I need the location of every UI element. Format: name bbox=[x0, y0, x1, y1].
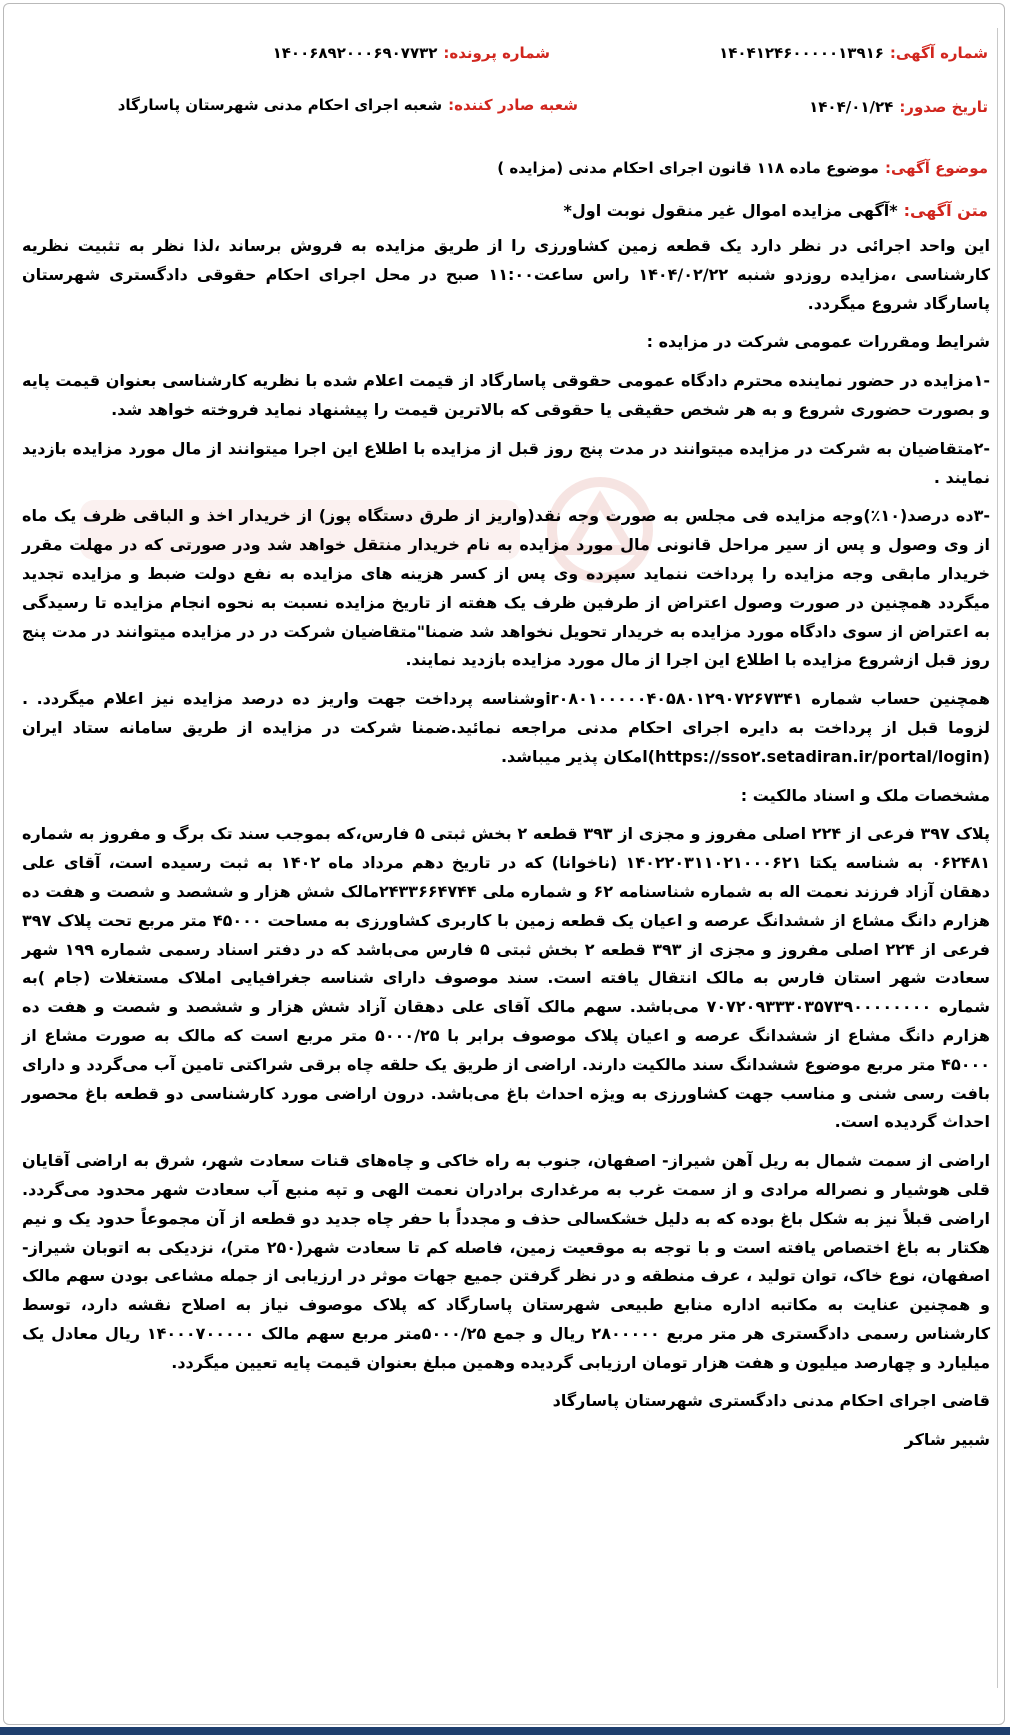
subject-label: موضوع آگهی: bbox=[884, 159, 988, 177]
issue-date-label: تاریخ صدور: bbox=[899, 98, 988, 116]
account-paragraph bbox=[22, 685, 990, 771]
notice-number-row bbox=[719, 40, 988, 66]
issuing-branch-label: شعبه صادر کننده: bbox=[448, 96, 578, 114]
account-prefix: همچنین حساب شماره bbox=[802, 689, 991, 709]
conditions-heading: شرایط ومقررات عمومی شرکت در مزایده : bbox=[646, 332, 990, 352]
notice-text-label: متن آگهی: bbox=[903, 201, 988, 220]
case-number-label: شماره پرونده: bbox=[443, 44, 550, 62]
subject-value: موضوع ماده ۱۱۸ قانون اجرای احکام مدنی (مزایده ) bbox=[497, 159, 879, 177]
issue-date-row bbox=[809, 94, 988, 120]
intro-paragraph: این واحد اجرائی در نظر دارد یک قطعه زمین کشاورزی را از طریق مزایده به فروش برساند ،لذا نظر به تثبیت نظریه کارشناسی ،مزایده روزدو شنبه ۱۴۰۴/۰۲/۲۲ راس ساعت۱۱:۰۰ صبح در محل اجرای احکام حقوقی دادگستری شهرستان پاسارگاد شروع میگردد. bbox=[22, 236, 991, 313]
notice-text-row bbox=[564, 198, 988, 224]
portal-suffix: )امکان پذیر میباشد. bbox=[500, 746, 655, 766]
property-paragraph: پلاک ۳۹۷ فرعی از ۲۲۴ اصلی مفروز و مجزی از ۳۹۳ قطعه ۲ بخش ثبتی ۵ فارس،که بموجب سند تک برگ و مفروز به شماره ۰۶۲۴۸۱ به شناسه یکتا ۱۴۰۲۲۰۳۱۱۰۲۱۰۰۰۶۲۱ (ناخوانا) که در تاریخ دهم مرداد ماه ۱۴۰۲ به ثبت رسیده است، آقای علی دهقان آزاد فرزند نعمت اله به شماره شناسنامه ۶۲ و شماره ملی ۲۴۳۳۶۶۴۷۴۴مالک شش هزار و ششصد و شصت و هفت ده هزارم دانگ مشاع از ششدانگ عرصه و اعیان یک قطعه زمین با کاربری کشاورزی به مساحت ۴۵۰۰۰ متر مربع تحت پلاک ۳۹۷ فرعی از ۲۲۴ اصلی مفروز و مجزی از ۳۹۳ قطعه ۲ بخش ثبتی ۵ فارس می‌باشد که در دفتر اسناد رسمی شماره ۱۹۹ شهر سعادت شهر استان فارس به مالک انتقال یافته است. سند موصوف دارای شناسه جغرافیایی املاک مستغلات (جام )به شماره ۷۰۷۲۰۹۳۳۳۰۳۵۷۳۹۰۰۰۰۰۰۰۰ می‌باشد. سهم مالک آقای علی دهقان آزاد شش هزار و ششصد و شصت و هفت ده هزارم دانگ مشاع از ششدانگ عرصه و اعیان پلاک موصوف برابر با ۵۰۰۰/۲۵ متر مربع است که مالک به صورت مشاع از ۴۵۰۰۰ متر مربع موضوع ششدانگ سند مالکیت دارند. اراضی از طریق یک حلقه چاه برقی شراکتی تامین آب می‌گردد و دارای بافت رسی شنی و مناسب جهت کشاورزی به ویژه احداث باغ می‌باشد. درون اراضی مورد کارشناسی دو قطعه باغ محصور احداث گردیده است. bbox=[22, 824, 991, 1132]
property-heading: مشخصات ملک و اسناد مالکیت : bbox=[740, 785, 990, 805]
case-number-value: ۱۴۰۰۶۸۹۲۰۰۰۶۹۰۷۷۳۲ bbox=[272, 44, 438, 62]
notice-number-label: شماره آگهی: bbox=[889, 44, 988, 62]
boundaries-paragraph: اراضی از سمت شمال به ریل آهن شیراز- اصفهان، جنوب به راه خاکی و چاه‌های قنات سعادت شهر، شرق به اراضی آقایان قلی هوشیار و نصراله مرادی و از سمت غرب به مرغداری برادران نعمت الهی و تپه منبع آب سعادت شهر محدود می‌گردد. اراضی قبلاً نیز به شکل باغ بوده که به دلیل خشکسالی حذف و مجدداً با حفر چاه جدید دو قطعه از آن مجموعاً حدود یک و نیم هکتار به باغ اختصاص یافته است و با توجه به موقعیت زمین، فاصله کم تا سعادت شهر(۲۵۰ متر)، نزدیکی به اتوبان شیراز- اصفهان، نوع خاک، توان تولید ، عرف منطقه و در نظر گرفتن جمیع جهات موثر در ارزیابی از جمله مشاعی بودن سهم مالک و همچنین عنایت به مکاتبه اداره منابع طبیعی شهرستان پاسارگاد که پلاک موصوف نیاز به اصلاح نقشه دارد، توسط کارشناس رسمی دادگستری هر متر مربع ۲۸۰۰۰۰۰ ریال و جمع ۵۰۰۰/۲۵متر مربع سهم مالک ۱۴۰۰۰۷۰۰۰۰۰ ریال معادل یک میلیارد و چهارصد میلیون و هفت هزار تومان ارزیابی گردیده وهمین مبلغ بعنوان قیمت پایه تعیین میگردد. bbox=[22, 1151, 991, 1372]
condition-3: -۳ده درصد(۱۰٪)وجه مزایده فی مجلس به صورت وجه نقد(واریز از طرق دستگاه پوز) از خریدار اخذ و الباقی ظرف یک ماه از وی وصول و پس از سیر مراحل قانونی مال مورد مزایده به نام خریدار منتقل خواهد شد ودر صورتی که در مهلت مقرر خریدار مابقی وجه مزایده را پرداخت ننماید سپرده وی پس از کسر هزینه های مزایده به نفع دولت ضبط و مزایده تجدید میگردد همچنین در صورت وصول اعتراض از طرفین ظرف یک هفته از تاریخ مزایده نسبت به نحوه انجام مزایده تا رسیدگی به اعتراض از سوی دادگاه مورد مزایده به خریدار تحویل نخواهد شد ضمنا"متقاضیان شرکت در در مزایده میتوانند در مدت پنج روز قبل ازشروع مزایده با اطلاع این اجرا از مال مورد مزایده بازدید نمایند. bbox=[22, 506, 990, 670]
portal-url-link[interactable]: https://sso۲.setadiran.ir/portal/login bbox=[655, 746, 983, 766]
notice-number-value: ۱۴۰۴۱۲۴۶۰۰۰۰۰۱۳۹۱۶ bbox=[719, 44, 884, 62]
footer-bar bbox=[0, 1727, 1010, 1735]
condition-1: -۱مزایده در حضور نماینده محترم دادگاه عمومی حقوقی پاسارگاد از قیمت اعلام شده با نظریه کارشناسی بعنوان قیمت پایه و بصورت حضوری شروع و به هر شخص حقیقی یا حقوقی که بالاترین قیمت را پیشنهاد نماید فروخته خواهد شد. bbox=[22, 371, 990, 419]
subject-row bbox=[497, 155, 988, 181]
account-suffix: وشناسه پرداخت جهت واریز ده درصد مزایده نیز اعلام میگردد. . لزوما قبل از پرداخت به دایره اجرای احکام مدنی مراجعه نمائید.ضمنا شرکت در مزایده از طریق سامانه ستاد ایران ( bbox=[22, 689, 990, 766]
condition-2: -۲متقاضیان به شرکت در مزایده میتوانند در مدت پنج روز قبل از مزایده با اطلاع این اجرا میتوانند از مال مورد مزایده بازدید نمایند . bbox=[22, 438, 990, 487]
issuing-branch-row bbox=[118, 92, 578, 118]
judge-name: شبیر شاکر bbox=[904, 1430, 990, 1450]
notice-body bbox=[22, 232, 990, 1465]
judge-title: قاضی اجرای احکام مدنی دادگستری شهرستان پاسارگاد bbox=[552, 1391, 990, 1411]
issue-date-value: ۱۴۰۴/۰۱/۲۴ bbox=[809, 98, 894, 116]
account-number: ir۰۸۰۱۰۰۰۰۰۴۰۵۸۰۱۲۹۰۷۲۶۷۳۴۱ bbox=[545, 689, 803, 709]
case-number-row bbox=[273, 40, 550, 66]
issuing-branch-value: شعبه اجرای احکام مدنی شهرستان پاسارگاد bbox=[117, 96, 443, 114]
notice-text-title: *آگهی مزایده اموال غیر منقول نوبت اول* bbox=[563, 201, 898, 220]
